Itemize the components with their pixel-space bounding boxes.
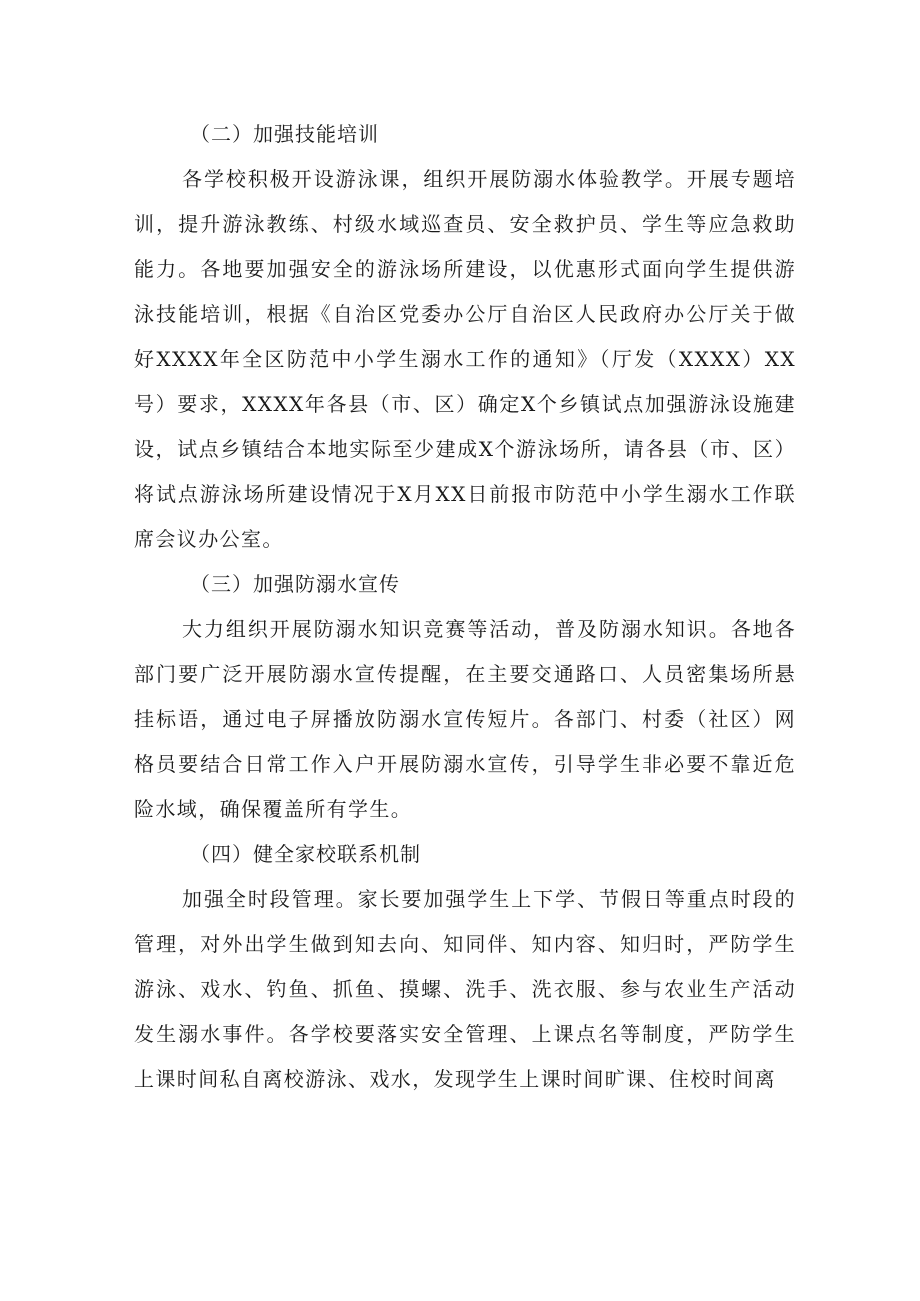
section-heading-publicity: （三）加强防溺水宣传 (190, 572, 400, 596)
document-body (134, 112, 796, 1102)
section-heading-home-school: （四）健全家校联系机制 (190, 842, 421, 866)
section-heading-skills-training: （二）加强技能培训 (190, 122, 379, 146)
section-paragraph-publicity: 大力组织开展防溺水知识竞赛等活动，普及防溺水知识。各地各部门要广泛开展防溺水宣传提醒，在主要交通路口、人员密集场所悬挂标语，通过电子屏播放防溺水宣传短片。各部门、村委（社区）网格员要结合日常工作入户开展防溺水宣传，引导学生非必要不靠近危险水域，确保覆盖所有学生。 (134, 617, 796, 821)
section-paragraph-skills-training: 各学校积极开设游泳课，组织开展防溺水体验教学。开展专题培训，提升游泳教练、村级水域巡查员、安全救护员、学生等应急救助能力。各地要加强安全的游泳场所建设，以优惠形式面向学生提供游泳技能培训，根据《自治区党委办公厅自治区人民政府办公厅关于做好XXXX年全区防范中小学生溺水工作的通知》（厅发（XXXX）XX号）要求，XXXX年各县（市、区）确定X个乡镇试点加强游泳设施建设，试点乡镇结合本地实际至少建成X个游泳场所，请各县（市、区）将试点游泳场所建设情况于X月XX日前报市防范中小学生溺水工作联席会议办公室。 (134, 167, 796, 551)
section-paragraph-home-school: 加强全时段管理。家长要加强学生上下学、节假日等重点时段的管理，对外出学生做到知去向、知同伴、知内容、知归时，严防学生游泳、戏水、钓鱼、抓鱼、摸螺、洗手、洗衣服、参与农业生产活动发生溺水事件。各学校要落实安全管理、上课点名等制度，严防学生上课时间私自离校游泳、戏水，发现学生上课时间旷课、住校时间离 (134, 887, 796, 1091)
